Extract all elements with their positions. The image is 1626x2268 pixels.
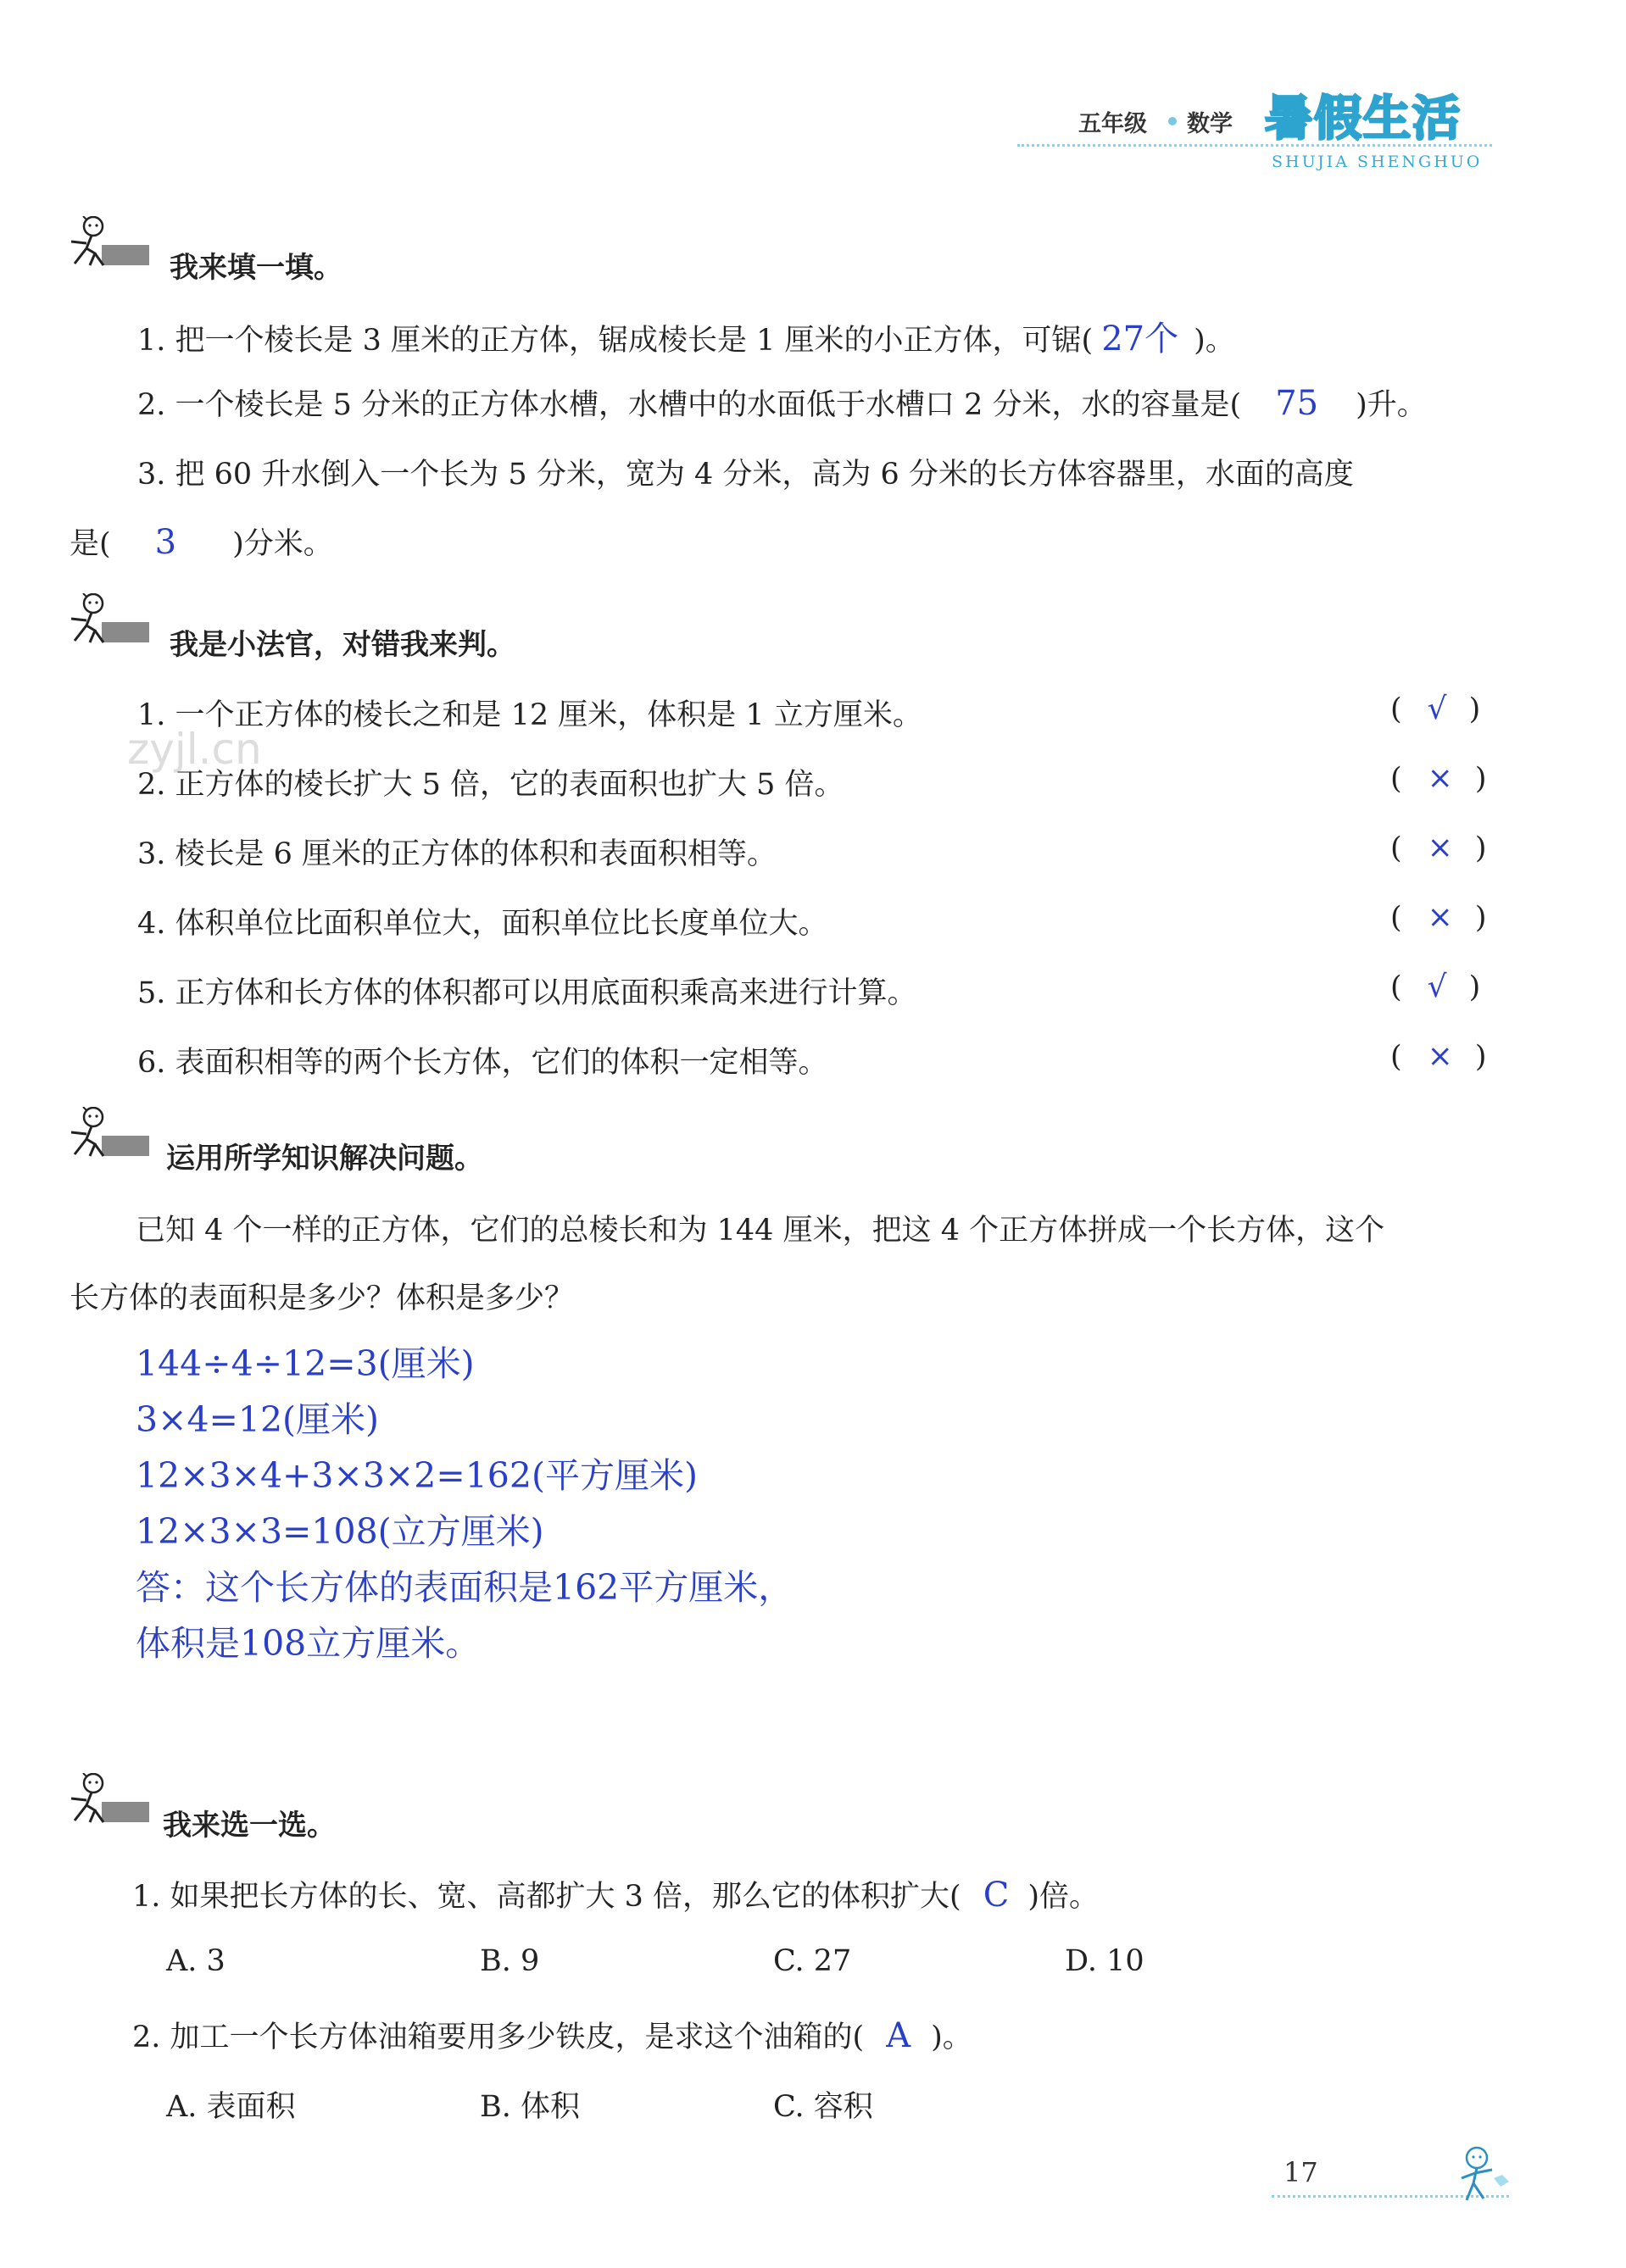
choice-2-option-b: B. 体积 <box>480 2090 580 2124</box>
fill-question-3-line2 <box>70 520 333 563</box>
brand-logo: 暑假生活 <box>1265 92 1462 147</box>
watermark: zyjl.cn <box>127 725 262 774</box>
judge-mark-3 <box>1390 831 1486 865</box>
fill-question-3-line1: 3. 把 60 升水倒入一个长为 5 分米，宽为 4 分米，高为 6 分米的长方体容器里，水面的高度 <box>137 458 1354 492</box>
header-grade: 五年级 <box>1078 111 1147 137</box>
brand-logo-subtitle: SHUJIA SHENGHUO <box>1272 153 1483 171</box>
question-text: 1. 把一个棱长是 3 厘米的正方体，锯成棱长是 1 厘米的小正方体，可锯( <box>137 324 1094 358</box>
solution-line-5: 答：这个长方体的表面积是162平方厘米， <box>136 1567 794 1608</box>
judge-answer: × <box>1427 761 1453 796</box>
paren-close: ) <box>1474 901 1487 935</box>
question-text: 2. 一个棱长是 5 分米的正方体水槽，水槽中的水面低于水槽口 2 分米，水的容量是( <box>137 388 1242 422</box>
judge-mark-2 <box>1390 761 1486 796</box>
choice-2-option-a: A. 表面积 <box>166 2090 296 2124</box>
solution-line-6: 体积是108立方厘米。 <box>136 1623 481 1664</box>
judge-item-2: 2. 正方体的棱长扩大 5 倍，它的表面积也扩大 5 倍。 <box>137 768 844 802</box>
judge-answer: × <box>1427 900 1453 935</box>
paren-close: ) <box>1468 692 1481 726</box>
judge-item-1: 1. 一个正方体的棱长之和是 12 厘米，体积是 1 立方厘米。 <box>137 698 922 732</box>
judge-item-3: 3. 棱长是 6 厘米的正方体的体积和表面积相等。 <box>137 837 777 871</box>
paren-close: ) <box>1474 1040 1487 1074</box>
header-dot-icon <box>1168 117 1177 125</box>
kid-pencil-icon <box>66 593 151 644</box>
solution-line-4: 12×3×3=108(立方厘米) <box>136 1511 544 1552</box>
question-text: )升。 <box>1356 388 1427 422</box>
answer-text: 27个 <box>1101 320 1179 359</box>
header-dotted-line <box>1017 144 1492 147</box>
problem-text-line2: 长方体的表面积是多少？体积是多少？ <box>70 1281 575 1315</box>
question-text: 2. 加工一个长方体油箱要用多少铁皮，是求这个油箱的( <box>132 2021 865 2054</box>
question-text: 1. 如果把长方体的长、宽、高都扩大 3 倍，那么它的体积扩大( <box>132 1880 961 1914</box>
judge-item-4: 4. 体积单位比面积单位大，面积单位比长度单位大。 <box>137 907 828 941</box>
paren-open: ( <box>1390 970 1402 1004</box>
answer-text: A <box>886 2016 911 2055</box>
choice-question-2 <box>132 2014 972 2056</box>
paren-close: ) <box>1468 970 1481 1004</box>
question-text: )。 <box>931 2021 972 2054</box>
page-number: 17 <box>1284 2156 1318 2188</box>
section-problem-title: 运用所学知识解决问题。 <box>166 1142 483 1176</box>
section-choice-title: 我来选一选。 <box>163 1809 336 1843</box>
judge-mark-5 <box>1390 970 1480 1004</box>
kid-pencil-icon <box>66 216 151 267</box>
judge-item-5: 5. 正方体和长方体的体积都可以用底面积乘高来进行计算。 <box>137 976 917 1010</box>
paren-open: ( <box>1390 1040 1402 1074</box>
kid-pencil-icon <box>66 1773 151 1824</box>
choice-1-option-c: C. 27 <box>773 1944 852 1978</box>
solution-line-2: 3×4=12(厘米) <box>136 1399 380 1440</box>
paren-close: ) <box>1474 831 1487 865</box>
question-text: )。 <box>1194 324 1235 358</box>
solution-line-3: 12×3×4+3×3×2=162(平方厘米) <box>136 1455 698 1496</box>
choice-2-option-c: C. 容积 <box>773 2090 873 2124</box>
question-text: )倍。 <box>1027 1880 1099 1914</box>
choice-1-option-a: A. 3 <box>166 1944 226 1978</box>
judge-item-6: 6. 表面积相等的两个长方体，它们的体积一定相等。 <box>137 1046 828 1080</box>
choice-1-option-d: D. 10 <box>1065 1944 1144 1978</box>
judge-answer: √ <box>1427 970 1447 1004</box>
section-fill-title: 我来填一填。 <box>170 251 342 285</box>
judge-answer: × <box>1427 1039 1453 1074</box>
judge-answer: × <box>1427 831 1453 865</box>
judge-mark-6 <box>1390 1039 1486 1074</box>
fill-question-1 <box>137 312 1235 360</box>
answer-text: 75 <box>1275 384 1319 423</box>
paren-open: ( <box>1390 831 1402 865</box>
paren-open: ( <box>1390 901 1402 935</box>
paren-open: ( <box>1390 762 1402 796</box>
problem-text-line1: 已知 4 个一样的正方体，它们的总棱长和为 144 厘米，把这 4 个正方体拼成一个长方体，这个 <box>136 1214 1385 1248</box>
question-text: 是( <box>70 527 111 561</box>
solution-line-1: 144÷4÷12=3(厘米) <box>136 1343 475 1384</box>
header-subject: 数学 <box>1187 111 1233 137</box>
choice-question-1 <box>132 1873 1099 1915</box>
paren-close: ) <box>1474 762 1487 796</box>
judge-mark-1 <box>1390 692 1480 726</box>
section-judge-title: 我是小法官，对错我来判。 <box>170 628 515 662</box>
answer-text: 3 <box>154 523 177 562</box>
paren-open: ( <box>1390 692 1402 726</box>
judge-answer: √ <box>1427 692 1447 726</box>
kid-pencil-icon <box>66 1107 151 1158</box>
question-text: )分米。 <box>232 527 333 561</box>
kid-mascot-icon <box>1441 2144 1517 2204</box>
choice-1-option-b: B. 9 <box>480 1944 540 1978</box>
fill-question-2 <box>137 381 1427 424</box>
answer-text: C <box>983 1876 1010 1915</box>
judge-mark-4 <box>1390 900 1486 935</box>
